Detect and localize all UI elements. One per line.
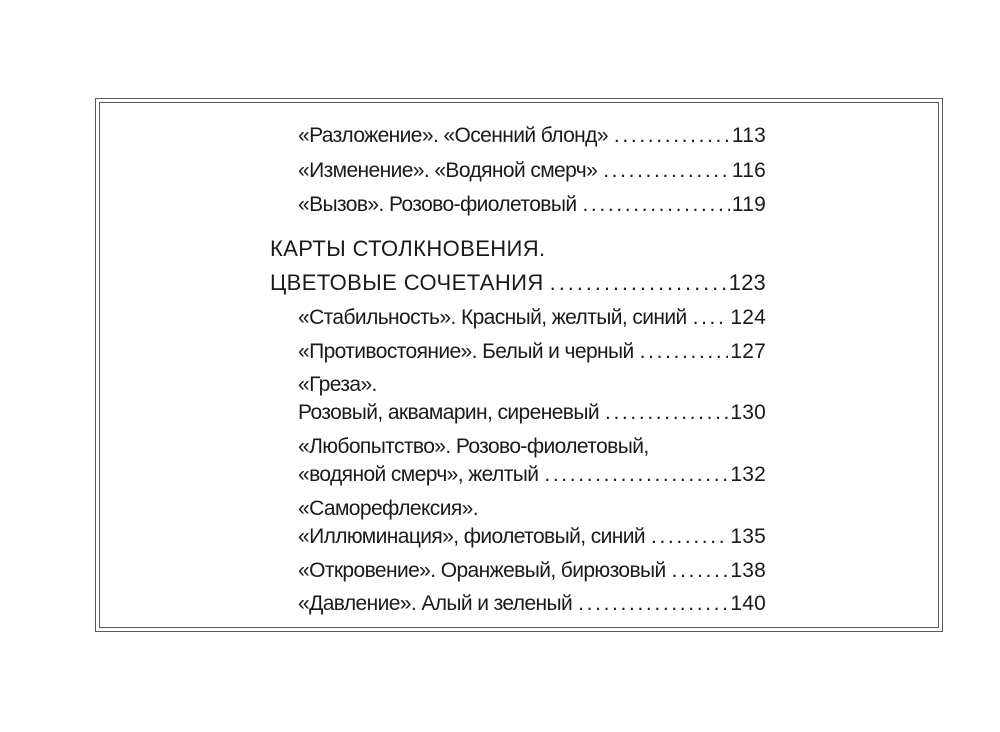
toc-leader-dots — [544, 462, 728, 488]
toc-entry-title: «Греза». — [298, 373, 377, 396]
toc-entry-page: 119 — [731, 193, 766, 216]
toc-entry[interactable] — [298, 462, 766, 488]
toc-entry[interactable] — [298, 339, 766, 365]
toc-entry-page: 132 — [730, 463, 766, 486]
toc-entry-page: 124 — [730, 306, 766, 329]
toc-leader-dots — [578, 591, 728, 617]
toc-leader-dots — [603, 158, 730, 184]
toc-entry-page: 116 — [731, 159, 766, 182]
toc-leader-dots — [651, 524, 728, 550]
toc-entry-page: 130 — [730, 401, 766, 424]
toc-section-title-line1: КАРТЫ СТОЛКНОВЕНИЯ. — [270, 236, 546, 261]
toc-entry-title: «Откровение». Оранжевый, бирюзовый — [298, 559, 666, 582]
toc-entry-page: 113 — [731, 124, 766, 147]
toc-entry-title: «Вызов». Розово-фиолетовый — [298, 193, 577, 216]
toc-entry-title: «Изменение». «Водяной смерч» — [298, 159, 598, 182]
toc-entry-first-line[interactable] — [298, 496, 766, 522]
toc-section-page: 123 — [728, 270, 766, 295]
toc-entry-title: «Противостояние». Белый и черный — [298, 340, 634, 363]
toc-entry-title: «Давление». Алый и зеленый — [298, 592, 573, 615]
toc-entry[interactable] — [298, 400, 766, 426]
toc-entry-first-line[interactable] — [298, 372, 766, 398]
toc-section-title-line2: ЦВЕТОВЫЕ СОЧЕТАНИЯ — [270, 270, 544, 295]
toc-leader-dots — [605, 400, 728, 426]
toc-section-heading[interactable] — [270, 236, 766, 262]
toc-entry-title: Розовый, аквамарин, сиреневый — [298, 401, 599, 424]
toc-leader-dots — [640, 339, 729, 365]
toc-entry-page: 135 — [730, 525, 766, 548]
toc-leader-dots — [693, 305, 729, 331]
toc-leader-dots — [614, 123, 730, 149]
toc-entry-title: «Иллюминация», фиолетовый, синий — [298, 525, 645, 548]
toc-entry[interactable] — [298, 591, 766, 617]
toc-entry-page: 140 — [730, 592, 766, 615]
toc-entry[interactable] — [298, 558, 766, 584]
toc-entry-title: «Разложение». «Осенний блонд» — [298, 124, 608, 147]
toc-entry-first-line[interactable] — [298, 434, 766, 460]
toc-entry[interactable] — [298, 123, 766, 149]
toc-entry[interactable] — [298, 158, 766, 184]
toc-entry[interactable] — [298, 524, 766, 550]
toc-entry-title: «Саморефлексия». — [298, 497, 478, 520]
toc-leader-dots — [672, 558, 729, 584]
toc-entry-title: «Стабильность». Красный, желтый, синий — [298, 306, 687, 329]
toc-leader-dots — [582, 192, 729, 218]
toc-section-heading[interactable] — [270, 270, 766, 296]
toc-entry-title: «Любопытство». Розово-фиолетовый, — [298, 435, 649, 458]
toc-entry-title: «водяной смерч», желтый — [298, 463, 539, 486]
toc-entry[interactable] — [298, 192, 766, 218]
toc-entry-page: 127 — [730, 340, 766, 363]
toc-entry[interactable] — [298, 305, 766, 331]
toc-leader-dots — [550, 270, 727, 296]
toc-entry-page: 138 — [730, 559, 766, 582]
